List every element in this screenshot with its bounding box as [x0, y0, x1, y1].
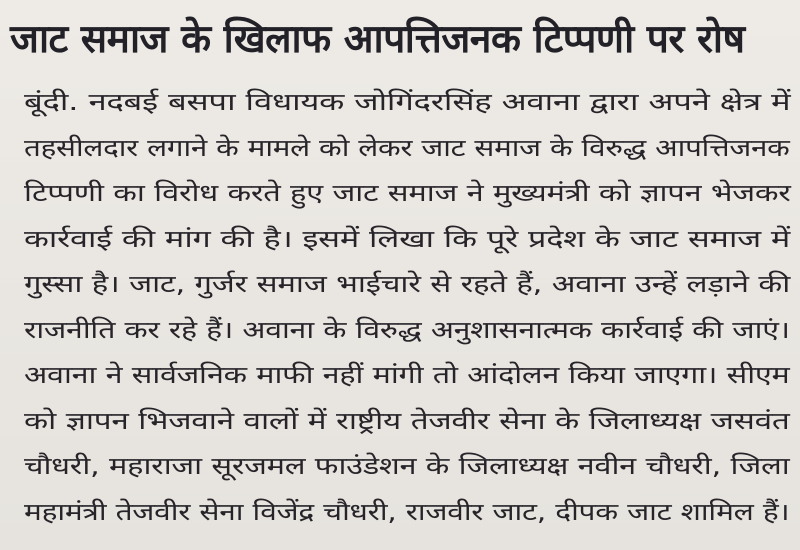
article-line-9: चौधरी, महाराजा सूरजमल फाउंडेशन के जिलाध्यक्ष नवीन चौधरी, जिला [24, 452, 790, 480]
article-body [24, 80, 790, 535]
article-line-10: महामंत्री तेजवीर सेना विजेंद्र चौधरी, राजवीर जाट, दीपक जाट शामिल हैं। [24, 497, 790, 526]
article-line-8: को ज्ञापन भिजवाने वालों में राष्ट्रीय तेजवीर सेना के जिलाध्यक्ष जसवंत [24, 406, 790, 435]
article-line-6: राजनीति कर रहे हैं। अवाना के विरुद्ध अनुशासनात्मक कार्रवाई की जाएं। [24, 315, 790, 344]
article-line-5: गुस्सा है। जाट, गुर्जर समाज भाईचारे से रहते हैं, अवाना उन्हें लड़ाने की [24, 270, 790, 298]
article-line-3: टिप्पणी का विरोध करते हुए जाट समाज ने मुख्यमंत्री को ज्ञापन भेजकर [24, 179, 791, 207]
article-line-4: कार्रवाई की मांग की है। इसमें लिखा कि पूरे प्रदेश के जाट समाज में [24, 224, 791, 253]
article-line-7: अवाना ने सार्वजनिक माफी नहीं मांगी तो आंदोलन किया जाएगा। सीएम [24, 361, 790, 389]
article-line-2: तहसीलदार लगाने के मामले को लेकर जाट समाज के विरुद्ध आपत्तिजनक [24, 133, 790, 162]
headline: जाट समाज के खिलाफ आपत्तिजनक टिप्पणी पर रोष [10, 17, 745, 62]
article-line-1: बूंदी. नदबई बसपा विधायक जोगिंदरसिंह अवाना द्वारा अपने क्षेत्र में [24, 88, 791, 116]
